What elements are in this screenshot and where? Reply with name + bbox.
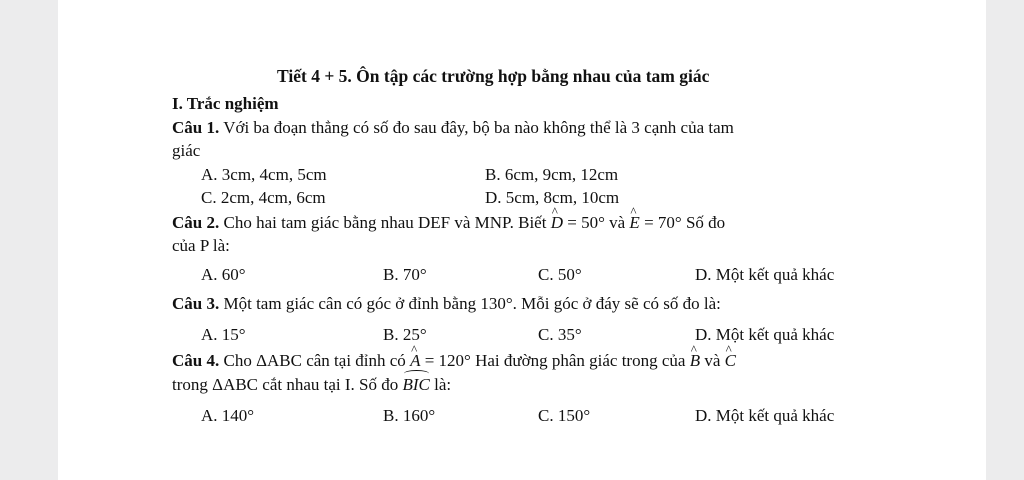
question-1-option-a: A. 3cm, 4cm, 5cm: [201, 165, 327, 184]
question-4-text-a: Cho ΔABC cân tại đỉnh có: [223, 351, 406, 370]
question-4-label: Câu 4.: [172, 351, 220, 370]
question-1-line-1: [172, 117, 734, 138]
question-4-text-b: = 120° Hai đường phân giác trong của: [424, 351, 686, 370]
angle-b-symbol: ^ B: [690, 350, 700, 371]
question-3-line-1: [172, 293, 721, 314]
question-1-option-b: B. 6cm, 9cm, 12cm: [485, 165, 619, 184]
question-1-label: Câu 1.: [172, 118, 220, 137]
angle-e-symbol: ^ E: [629, 212, 639, 233]
worksheet-title: Tiết 4 + 5. Ôn tập các trường hợp bằng nhau của tam giác: [277, 66, 710, 86]
document-page: [58, 0, 986, 480]
angle-a-symbol: ^ A: [410, 350, 420, 371]
angle-c-symbol: ^ C: [725, 350, 736, 371]
question-4-option-b: B. 160°: [383, 406, 436, 425]
question-2-option-a: A. 60°: [201, 265, 246, 284]
question-2-text-a: Cho hai tam giác bằng nhau DEF và MNP. Biết: [223, 213, 547, 232]
question-2-line-2: của P là:: [172, 236, 230, 255]
question-3-option-c: C. 35°: [538, 325, 582, 344]
angle-d-symbol: ^ D: [551, 212, 563, 233]
angle-bic-symbol: BIC: [402, 375, 430, 394]
question-2-text-b: = 50° và: [567, 213, 626, 232]
question-3-text: Một tam giác cân có góc ở đỉnh bằng 130°. Mỗi góc ở đáy sẽ có số đo là:: [223, 294, 721, 313]
question-1-option-c: C. 2cm, 4cm, 6cm: [201, 188, 326, 207]
question-2-label: Câu 2.: [172, 213, 220, 232]
question-1-option-d: D. 5cm, 8cm, 10cm: [485, 188, 620, 207]
question-3-option-d: D. Một kết quả khác: [695, 325, 835, 344]
section-heading: I. Trắc nghiệm: [172, 94, 279, 113]
question-2-option-c: C. 50°: [538, 265, 582, 284]
question-4-option-c: C. 150°: [538, 406, 591, 425]
question-2-text-c: = 70° Số đo: [644, 213, 726, 232]
question-3-option-a: A. 15°: [201, 325, 246, 344]
question-4-text-c: và: [704, 351, 721, 370]
question-4-text-d: trong ΔABC cắt nhau tại I. Số đo: [172, 375, 399, 394]
question-1-line-2: giác: [172, 141, 201, 160]
question-4-option-d: D. Một kết quả khác: [695, 406, 835, 425]
question-3-option-b: B. 25°: [383, 325, 427, 344]
question-2-line-1: [172, 212, 725, 233]
question-4-line-1: [172, 350, 736, 371]
question-4-option-a: A. 140°: [201, 406, 255, 425]
question-2-option-d: D. Một kết quả khác: [695, 265, 835, 284]
question-2-option-b: B. 70°: [383, 265, 427, 284]
question-4-line-2: [172, 374, 451, 395]
question-4-text-e: là:: [434, 375, 452, 394]
question-3-label: Câu 3.: [172, 294, 220, 313]
question-1-text: Với ba đoạn thẳng có số đo sau đây, bộ ba nào không thể là 3 cạnh của tam: [223, 118, 734, 137]
